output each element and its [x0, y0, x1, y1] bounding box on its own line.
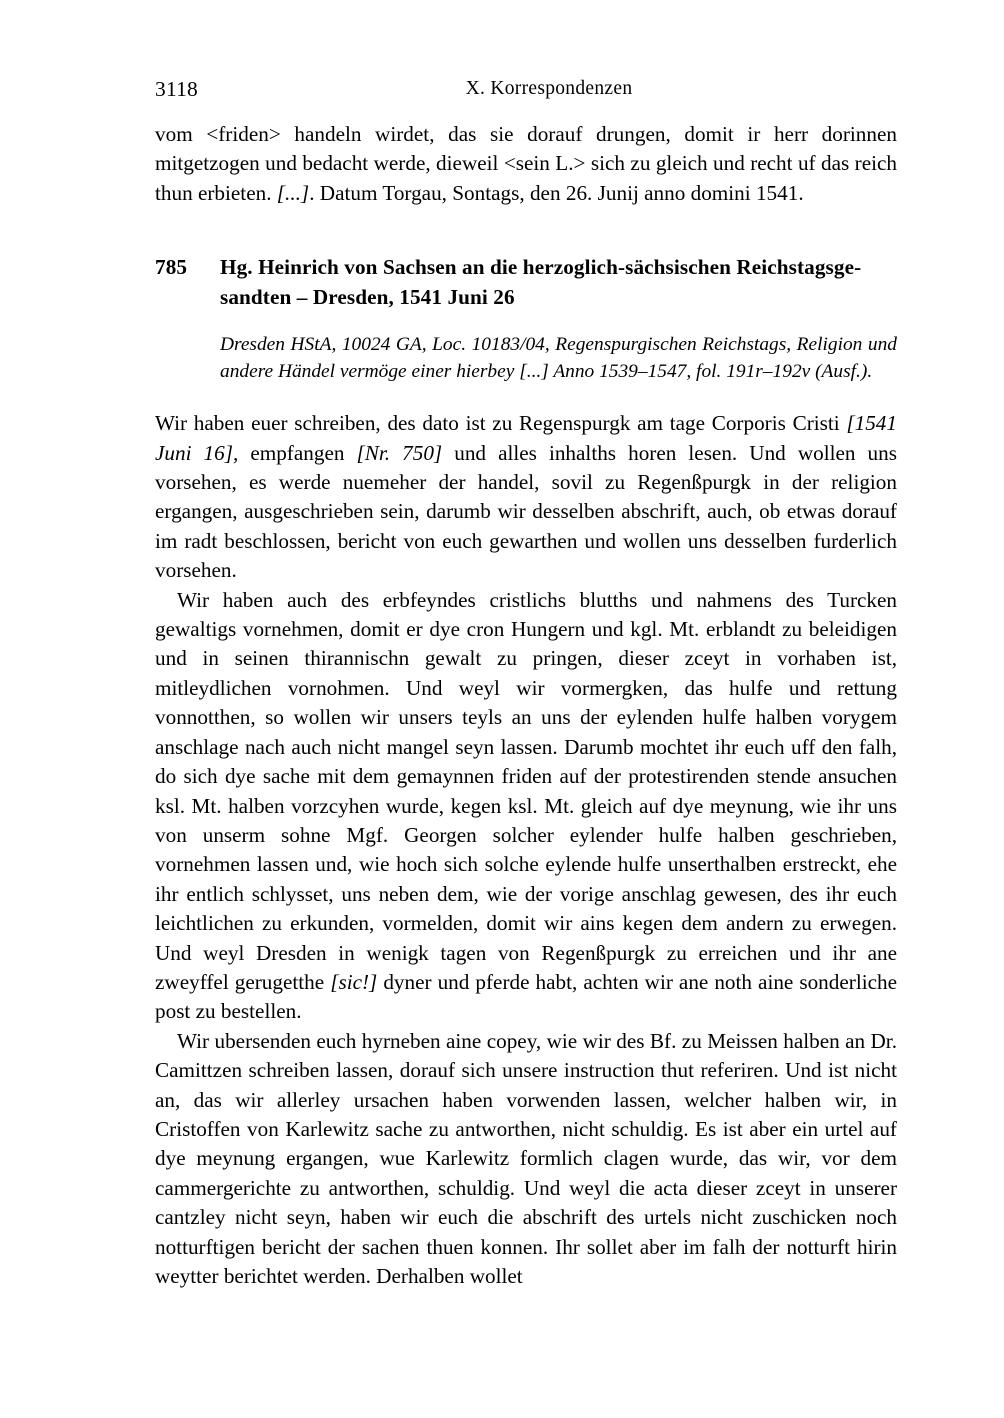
- archival-source-note: Dresden HStA, 10024 GA, Loc. 10183/04, Regenspurgischen Reichstags, Religion und andere Händel vermöge einer hierbey [...] Anno 1539–1547, fol. 191r–192v (Ausf.).: [220, 334, 897, 382]
- paragraph-2-part-2: dyner und pferde habt, achten wir ane noth aine sonderliche post zu bestellen.: [155, 969, 898, 1024]
- body-paragraph-2: [155, 586, 897, 1027]
- entry-number: 785: [155, 255, 188, 280]
- paragraph-1-part-3: und alles inhalths horen lesen. Und wollen uns vorsehen, es werde nuemeher der handel, sovil zu Regenßpurgk in der religion ergangen, ausgeschrieben sein, darumb wir desselben abschrift, auch, ob etwas dorauf im radt beschlossen, bericht von euch gewarthen und wollen uns desselben furderlich vorsehen.: [155, 440, 897, 583]
- source-spacer: [155, 385, 897, 409]
- running-head-title: X. Korrespondenzen: [465, 78, 633, 99]
- running-head: [155, 76, 897, 102]
- body-paragraph-3: Wir ubersenden euch hyrneben aine copey, wie wir des Bf. zu Meissen halben an Dr. Camittzen schreiben lassen, dorauf sich unsere instruction thut referiren. Und ist nicht an, das wir allerley ursachen haben vorwenden lassen, welcher halben wir, in Cristoffen von Karlewitz sache zu antworthen, nicht schuldig. Es ist aber ein urtel auf dye meynung ergangen, wue Karlewitz formlich clagen wurde, das wir, vor dem cammergerichte zu antworthen, schuldig. Und weyl die acta dieser zceyt in unserer cantzley nicht seyn, haben wir euch die abschrift des urtels nicht zuschicken noch notturftigen bericht der sachen thuen konnen. Ihr sollet aber im falh der notturft hirin weytter berichtet werden. Derhalben wollet: [155, 1028, 897, 1288]
- text-column: [155, 120, 897, 1291]
- continued-text-part-1: vom <friden> handeln wirdet, das sie dorauf drungen, domit ir herr dorinnen mitgetzogen und bedacht werde, dieweil <sein L.> sich zu gleich und recht uf das reich thun erbieten.: [155, 122, 897, 205]
- entry-heading: [155, 252, 897, 312]
- heading-spacer: [155, 208, 897, 252]
- editorial-sic-note: [sic!]: [330, 969, 378, 994]
- paragraph-2-part-1: Wir haben auch des erbfeyndes cristlichs blutths und nahmens des Turcken gewaltigs vornehmen, domit er dye cron Hungern und kgl. Mt. erblandt zu beleidigen und in seinen thirannischn gewalt zu pringen, dieser zceyt in vorhaben ist, mitleydlichen vornohmen. Und weyl wir vormergken, das hulfe und rettung vonnotthen, so wollen wir unsers teyls an uns der eylenden hulfe halben vorygem anschlage nach auch nicht mangel seyn lassen. Darumb mochtet ihr euch uff den falh, do sich dye sache mit dem gemaynnen friden auf der protestirenden stende ansuchen ksl. Mt. halben vorzcyhen wurde, kegen ksl. Mt. gleich auf dye meynung, wie ihr uns von unserm sohne Mgf. Georgen solcher eylender hulfe halben geschrieben, vornehmen lassen und, wie hoch sich solche eylende hulfe unserthalben erstreckt, ehe ihr entlich schlysset, uns neben dem, wie der vorige anschlag gewesen, des ihr euch leichtlichen zu erkunden, vormelden, domit wir ains kegen dem andern zu erwegen. Und weyl Dresden in wenigk tagen von Regenßpurgk zu erreichen und ihr ane zweyffel gerugetthe: [155, 587, 897, 994]
- paragraph-1-part-2: empfangen: [238, 440, 357, 465]
- editorial-date-note: [1541 Juni 16],: [155, 411, 897, 465]
- continued-text-part-2: . Datum Torgau, Sontags, den 26. Junij anno domini 1541.: [309, 180, 804, 205]
- body-paragraph-1: [155, 409, 897, 585]
- paragraph-1-part-1: Wir haben euer schreiben, des dato ist zu Regenspurgk am tage Corporis Cristi: [155, 411, 847, 436]
- editorial-ellipsis: [...]: [276, 180, 310, 205]
- page-number: 3118: [155, 77, 199, 101]
- entry-title: Hg. Heinrich von Sachsen an die herzoglich-sächsischen Reichstagsge-sandten – Dresden, 1541 Juni 26: [220, 255, 862, 310]
- continued-paragraph: [155, 120, 897, 208]
- editorial-document-reference: [Nr. 750]: [356, 440, 443, 465]
